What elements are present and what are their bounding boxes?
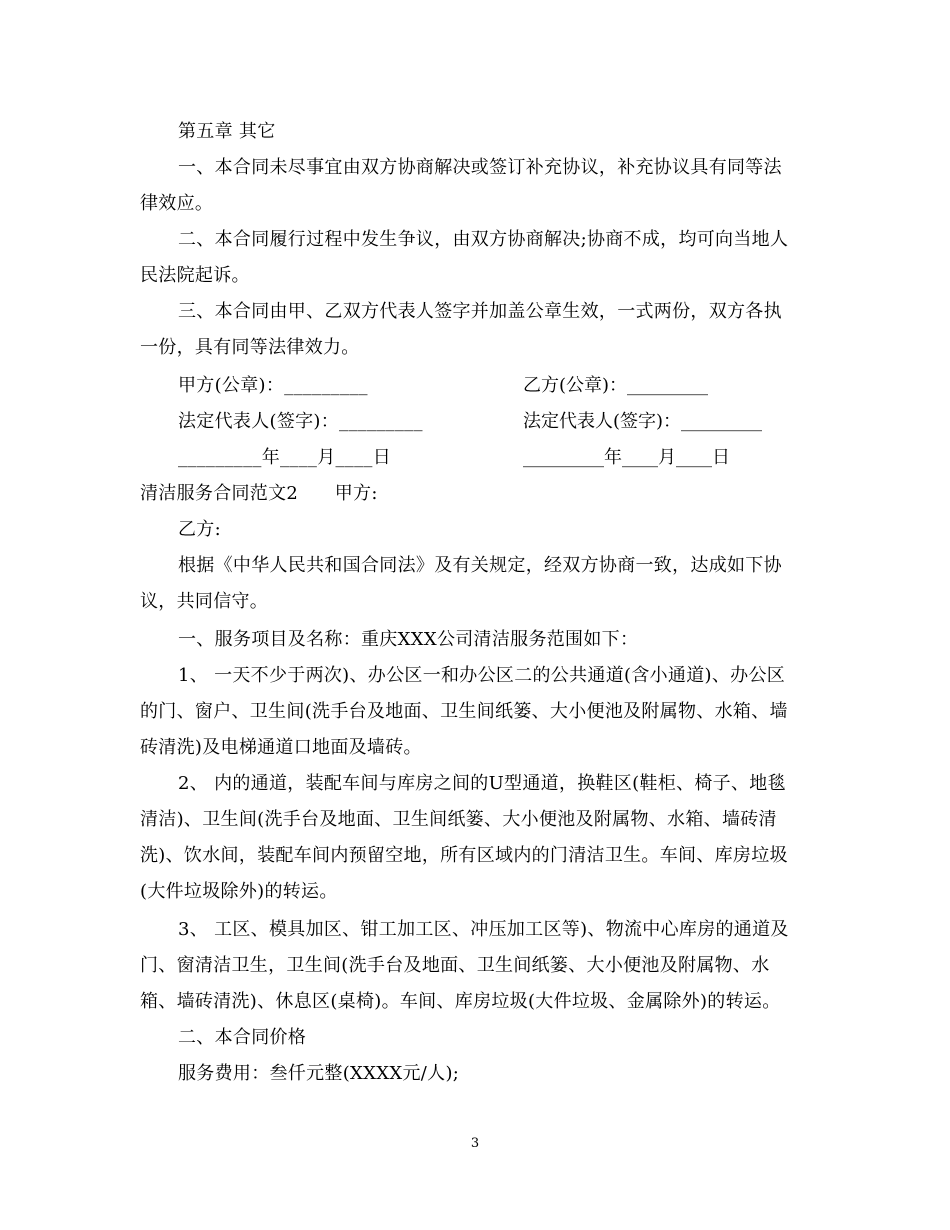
item2-line3: 洗)、饮水间，装配车间内预留空地，所有区域内的门清洁卫生。车间、库房垃圾 (140, 845, 788, 866)
intro-line2: 议，共同信守。 (140, 591, 269, 612)
item2-line4: (大件垃圾除外)的转运。 (140, 881, 338, 902)
party-b-rep: 法定代表人(签字)：_________ (523, 411, 763, 432)
service-fee: 服务费用：叁仟元整(XXXX元/人); (178, 1063, 460, 1084)
item3-line3: 箱、墙砖清洗)、休息区(桌椅)。车间、库房垃圾(大件垃圾、金属除外)的转运。 (140, 991, 781, 1012)
party-a-rep: 法定代表人(签字)：_________ (178, 411, 423, 432)
item1-line2: 的门、窗户、卫生间(洗手台及地面、卫生间纸篓、大小便池及附属物、水箱、墙 (140, 701, 788, 722)
section2-title: 二、本合同价格 (178, 1027, 307, 1048)
item1-line3: 砖清洗)及电梯通道口地面及墙砖。 (140, 737, 422, 758)
page-number: 3 (470, 1136, 480, 1151)
party-a-date: _________年____月____日 (178, 447, 391, 468)
party-b-date: _________年____月____日 (523, 447, 730, 468)
party-b-seal: 乙方(公章)：_________ (523, 375, 709, 396)
template2-heading: 清洁服务合同范文2 甲方: (140, 483, 378, 504)
clause3-line1: 三、本合同由甲、乙双方代表人签字并加盖公章生效，一式两份，双方各执 (178, 301, 782, 322)
clause2-line2: 民法院起诉。 (140, 265, 250, 286)
section1-title: 一、服务项目及名称：重庆XXX公司清洁服务范围如下： (178, 629, 639, 650)
item1-line1: 1、 一天不少于两次)、办公区一和办公区二的公共通道(含小通道)、办公区 (178, 665, 786, 686)
clause2-line1: 二、本合同履行过程中发生争议，由双方协商解决;协商不成，均可向当地人 (178, 229, 789, 250)
intro-line1: 根据《中华人民共和国合同法》及有关规定，经双方协商一致，达成如下协 (178, 555, 782, 576)
item2-line2: 清洁)、卫生间(洗手台及地面、卫生间纸篓、大小便池及附属物、水箱、墙砖清 (140, 809, 777, 830)
chapter-title: 第五章 其它 (178, 121, 276, 142)
clause3-line2: 一份，具有同等法律效力。 (140, 337, 360, 358)
clause1-line2: 律效应。 (140, 193, 214, 214)
clause1-line1: 一、本合同未尽事宜由双方协商解决或签订补充协议，补充协议具有同等法 (178, 157, 782, 178)
item3-line2: 门、窗清洁卫生，卫生间(洗手台及地面、卫生间纸篓、大小便池及附属物、水 (140, 955, 770, 976)
item3-line1: 3、 工区、模具加区、钳工加工区、冲压加工区等)、物流中心库房的通道及 (178, 919, 789, 940)
party-b-label: 乙方: (178, 519, 221, 540)
item2-line1: 2、 内的通道，装配车间与库房之间的U型通道，换鞋区(鞋柜、椅子、地毯 (178, 773, 786, 794)
party-a-seal: 甲方(公章)：_________ (178, 375, 368, 396)
